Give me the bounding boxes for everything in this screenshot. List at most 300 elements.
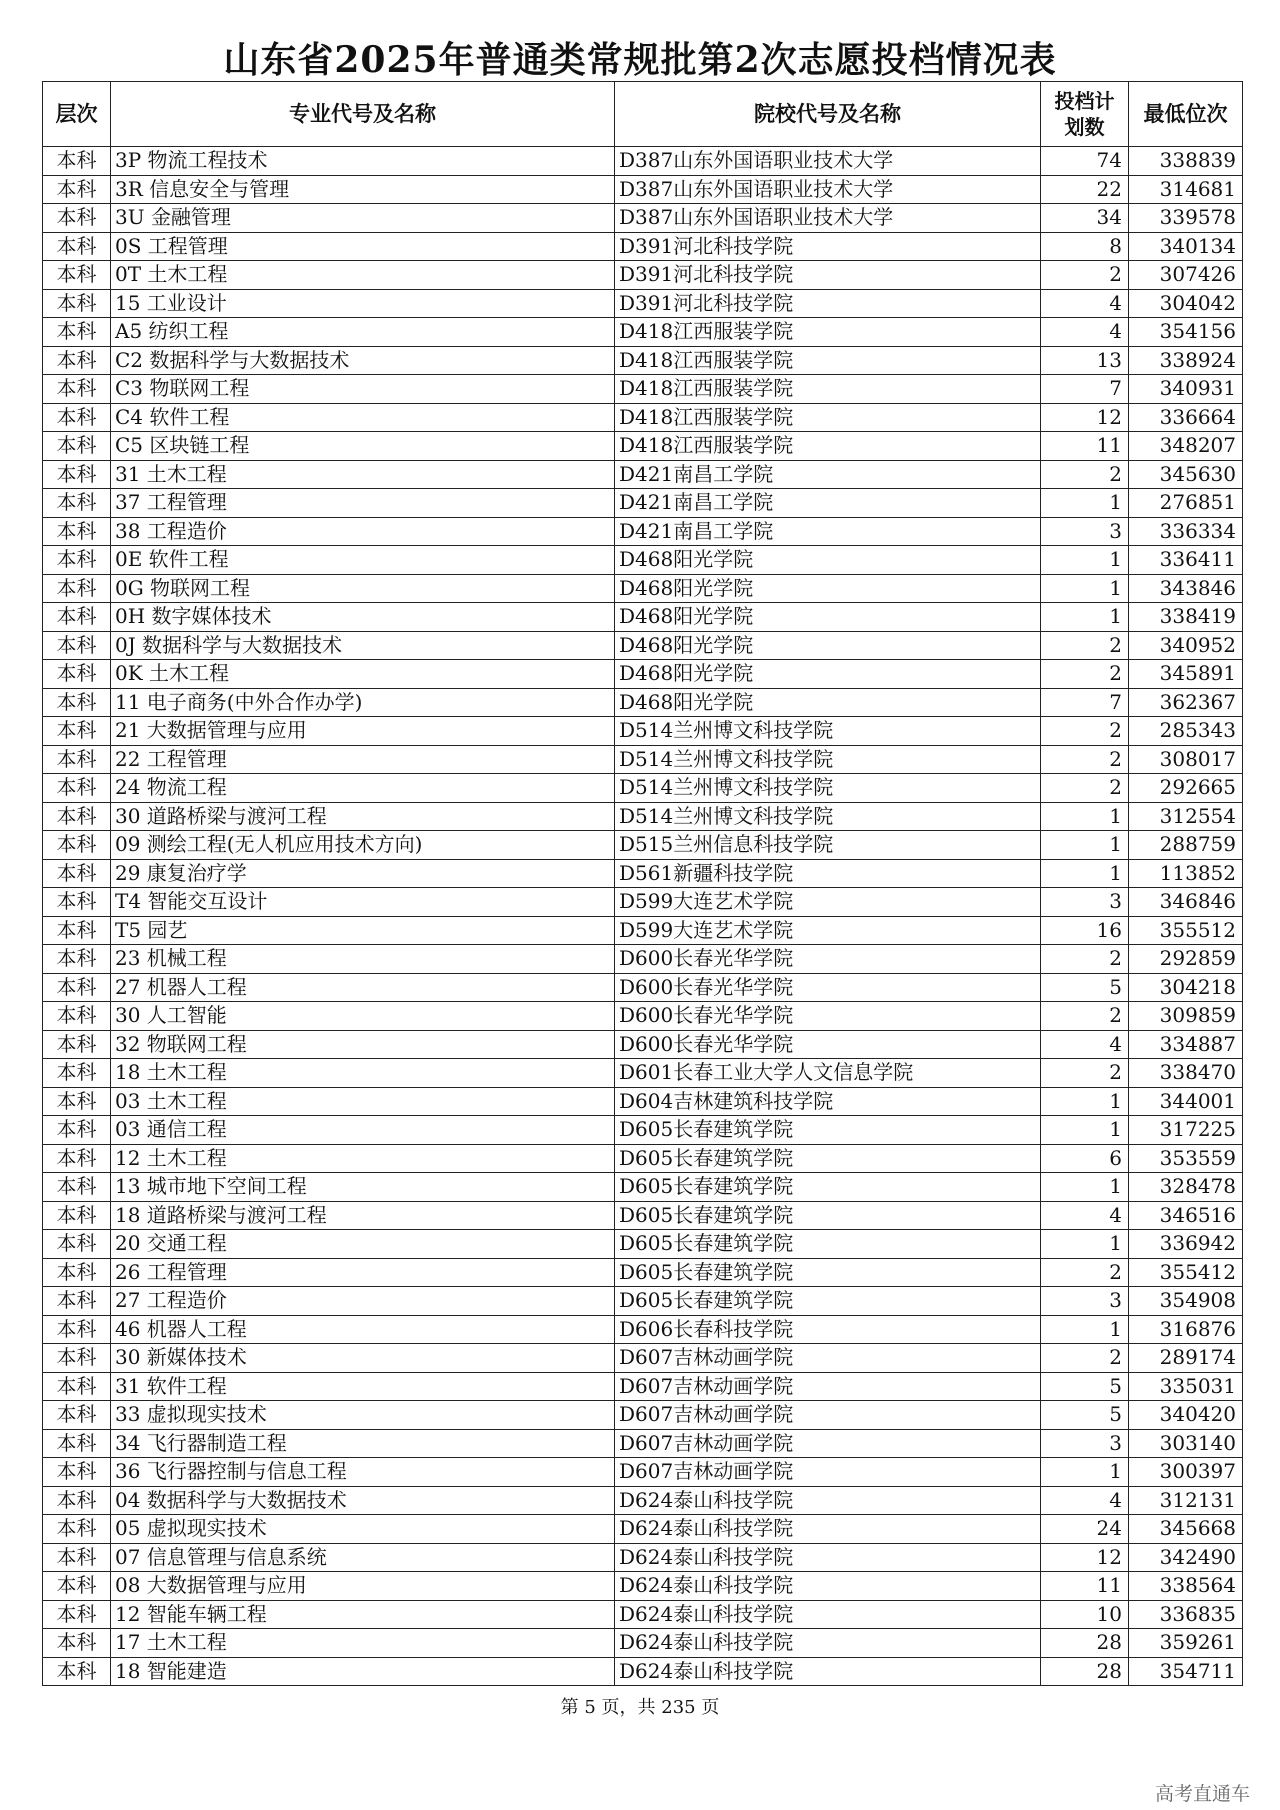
- cell-level: 本科: [43, 1543, 111, 1572]
- cell-major: C2 数据科学与大数据技术: [111, 346, 615, 375]
- cell-level: 本科: [43, 546, 111, 575]
- table-row: [43, 375, 1243, 404]
- cell-plan: 24: [1041, 1515, 1129, 1544]
- cell-rank: 345891: [1129, 660, 1243, 689]
- table-row: [43, 1486, 1243, 1515]
- table-row: [43, 745, 1243, 774]
- cell-school: D624泰山科技学院: [615, 1515, 1041, 1544]
- cell-level: 本科: [43, 1458, 111, 1487]
- cell-level: 本科: [43, 403, 111, 432]
- cell-rank: 348207: [1129, 432, 1243, 461]
- cell-level: 本科: [43, 945, 111, 974]
- cell-rank: 338419: [1129, 603, 1243, 632]
- cell-plan: 12: [1041, 1543, 1129, 1572]
- cell-plan: 4: [1041, 289, 1129, 318]
- table-row: [43, 1173, 1243, 1202]
- cell-major: 0E 软件工程: [111, 546, 615, 575]
- table-row: [43, 261, 1243, 290]
- cell-school: D600长春光华学院: [615, 1030, 1041, 1059]
- cell-major: 32 物联网工程: [111, 1030, 615, 1059]
- table-row: [43, 1144, 1243, 1173]
- cell-major: 05 虚拟现实技术: [111, 1515, 615, 1544]
- cell-plan: 6: [1041, 1144, 1129, 1173]
- cell-school: D514兰州博文科技学院: [615, 717, 1041, 746]
- cell-school: D391河北科技学院: [615, 289, 1041, 318]
- cell-major: A5 纺织工程: [111, 318, 615, 347]
- cell-rank: 285343: [1129, 717, 1243, 746]
- cell-school: D468阳光学院: [615, 603, 1041, 632]
- cell-plan: 1: [1041, 546, 1129, 575]
- cell-school: D387山东外国语职业技术大学: [615, 175, 1041, 204]
- cell-school: D624泰山科技学院: [615, 1486, 1041, 1515]
- cell-major: 30 新媒体技术: [111, 1344, 615, 1373]
- cell-rank: 289174: [1129, 1344, 1243, 1373]
- cell-plan: 12: [1041, 403, 1129, 432]
- cell-major: C3 物联网工程: [111, 375, 615, 404]
- table-row: [43, 631, 1243, 660]
- cell-rank: 308017: [1129, 745, 1243, 774]
- cell-major: 27 工程造价: [111, 1287, 615, 1316]
- cell-level: 本科: [43, 631, 111, 660]
- cell-rank: 316876: [1129, 1315, 1243, 1344]
- cell-level: 本科: [43, 375, 111, 404]
- cell-plan: 2: [1041, 1258, 1129, 1287]
- cell-school: D624泰山科技学院: [615, 1629, 1041, 1658]
- cell-school: D468阳光学院: [615, 688, 1041, 717]
- cell-rank: 309859: [1129, 1002, 1243, 1031]
- cell-plan: 2: [1041, 1002, 1129, 1031]
- header-level: 层次: [43, 82, 111, 147]
- cell-major: 08 大数据管理与应用: [111, 1572, 615, 1601]
- cell-rank: 339578: [1129, 204, 1243, 233]
- cell-plan: 2: [1041, 261, 1129, 290]
- cell-major: 29 康复治疗学: [111, 859, 615, 888]
- cell-school: D421南昌工学院: [615, 489, 1041, 518]
- cell-level: 本科: [43, 1315, 111, 1344]
- cell-level: 本科: [43, 1600, 111, 1629]
- cell-plan: 4: [1041, 318, 1129, 347]
- cell-school: D624泰山科技学院: [615, 1600, 1041, 1629]
- cell-plan: 2: [1041, 745, 1129, 774]
- table-row: [43, 346, 1243, 375]
- cell-plan: 7: [1041, 375, 1129, 404]
- cell-school: D605长春建筑学院: [615, 1230, 1041, 1259]
- cell-rank: 354908: [1129, 1287, 1243, 1316]
- table-row: [43, 1344, 1243, 1373]
- cell-plan: 2: [1041, 631, 1129, 660]
- cell-school: D624泰山科技学院: [615, 1657, 1041, 1686]
- cell-rank: 344001: [1129, 1087, 1243, 1116]
- cell-major: 37 工程管理: [111, 489, 615, 518]
- cell-major: 0H 数字媒体技术: [111, 603, 615, 632]
- cell-rank: 336411: [1129, 546, 1243, 575]
- cell-plan: 1: [1041, 802, 1129, 831]
- cell-school: D600长春光华学院: [615, 1002, 1041, 1031]
- cell-school: D600长春光华学院: [615, 945, 1041, 974]
- cell-rank: 343846: [1129, 574, 1243, 603]
- header-school: 院校代号及名称: [615, 82, 1041, 147]
- cell-rank: 113852: [1129, 859, 1243, 888]
- cell-level: 本科: [43, 1372, 111, 1401]
- cell-rank: 335031: [1129, 1372, 1243, 1401]
- cell-school: D604吉林建筑科技学院: [615, 1087, 1041, 1116]
- header-row: [43, 82, 1243, 147]
- cell-plan: 2: [1041, 1059, 1129, 1088]
- cell-major: 22 工程管理: [111, 745, 615, 774]
- table-row: [43, 603, 1243, 632]
- cell-school: D418江西服装学院: [615, 432, 1041, 461]
- cell-rank: 307426: [1129, 261, 1243, 290]
- cell-level: 本科: [43, 574, 111, 603]
- cell-rank: 353559: [1129, 1144, 1243, 1173]
- table-header: [43, 82, 1243, 147]
- cell-school: D606长春科技学院: [615, 1315, 1041, 1344]
- table-row: [43, 574, 1243, 603]
- cell-school: D391河北科技学院: [615, 232, 1041, 261]
- table-row: [43, 1372, 1243, 1401]
- cell-major: 31 土木工程: [111, 460, 615, 489]
- cell-major: 0K 土木工程: [111, 660, 615, 689]
- cell-level: 本科: [43, 1144, 111, 1173]
- cell-level: 本科: [43, 745, 111, 774]
- cell-school: D624泰山科技学院: [615, 1572, 1041, 1601]
- cell-plan: 1: [1041, 1230, 1129, 1259]
- cell-plan: 13: [1041, 346, 1129, 375]
- cell-major: 04 数据科学与大数据技术: [111, 1486, 615, 1515]
- cell-school: D607吉林动画学院: [615, 1344, 1041, 1373]
- cell-rank: 303140: [1129, 1429, 1243, 1458]
- table-row: [43, 774, 1243, 803]
- cell-school: D624泰山科技学院: [615, 1543, 1041, 1572]
- cell-school: D605长春建筑学院: [615, 1116, 1041, 1145]
- cell-level: 本科: [43, 318, 111, 347]
- cell-plan: 3: [1041, 1287, 1129, 1316]
- cell-major: 0J 数据科学与大数据技术: [111, 631, 615, 660]
- cell-rank: 336664: [1129, 403, 1243, 432]
- cell-level: 本科: [43, 261, 111, 290]
- table-row: [43, 1087, 1243, 1116]
- cell-rank: 336942: [1129, 1230, 1243, 1259]
- cell-plan: 2: [1041, 774, 1129, 803]
- cell-plan: 74: [1041, 147, 1129, 176]
- table-row: [43, 232, 1243, 261]
- cell-school: D607吉林动画学院: [615, 1372, 1041, 1401]
- cell-school: D468阳光学院: [615, 660, 1041, 689]
- cell-major: 36 飞行器控制与信息工程: [111, 1458, 615, 1487]
- cell-major: 0T 土木工程: [111, 261, 615, 290]
- cell-plan: 3: [1041, 888, 1129, 917]
- cell-plan: 1: [1041, 603, 1129, 632]
- table-row: [43, 147, 1243, 176]
- cell-level: 本科: [43, 175, 111, 204]
- cell-rank: 317225: [1129, 1116, 1243, 1145]
- cell-school: D599大连艺术学院: [615, 888, 1041, 917]
- cell-rank: 288759: [1129, 831, 1243, 860]
- cell-major: 3P 物流工程技术: [111, 147, 615, 176]
- table-row: [43, 1543, 1243, 1572]
- table-row: [43, 1458, 1243, 1487]
- cell-school: D421南昌工学院: [615, 517, 1041, 546]
- table-row: [43, 660, 1243, 689]
- cell-level: 本科: [43, 1030, 111, 1059]
- cell-major: 30 人工智能: [111, 1002, 615, 1031]
- table-row: [43, 1116, 1243, 1145]
- table-row: [43, 1515, 1243, 1544]
- cell-school: D605长春建筑学院: [615, 1287, 1041, 1316]
- cell-major: 27 机器人工程: [111, 973, 615, 1002]
- cell-level: 本科: [43, 1629, 111, 1658]
- cell-plan: 3: [1041, 517, 1129, 546]
- table-row: [43, 1030, 1243, 1059]
- table-row: [43, 973, 1243, 1002]
- table-row: [43, 1629, 1243, 1658]
- cell-rank: 338839: [1129, 147, 1243, 176]
- cell-school: D605长春建筑学院: [615, 1201, 1041, 1230]
- cell-rank: 338564: [1129, 1572, 1243, 1601]
- cell-rank: 338470: [1129, 1059, 1243, 1088]
- cell-school: D514兰州博文科技学院: [615, 774, 1041, 803]
- cell-level: 本科: [43, 1344, 111, 1373]
- cell-major: C4 软件工程: [111, 403, 615, 432]
- table-row: [43, 1401, 1243, 1430]
- cell-rank: 340134: [1129, 232, 1243, 261]
- cell-major: 24 物流工程: [111, 774, 615, 803]
- cell-major: T5 园艺: [111, 916, 615, 945]
- cell-major: 26 工程管理: [111, 1258, 615, 1287]
- cell-level: 本科: [43, 859, 111, 888]
- cell-major: 18 道路桥梁与渡河工程: [111, 1201, 615, 1230]
- cell-major: 3R 信息安全与管理: [111, 175, 615, 204]
- table-row: [43, 1201, 1243, 1230]
- cell-school: D561新疆科技学院: [615, 859, 1041, 888]
- cell-school: D605长春建筑学院: [615, 1258, 1041, 1287]
- cell-plan: 22: [1041, 175, 1129, 204]
- cell-school: D391河北科技学院: [615, 261, 1041, 290]
- cell-rank: 354711: [1129, 1657, 1243, 1686]
- cell-school: D418江西服装学院: [615, 375, 1041, 404]
- cell-school: D607吉林动画学院: [615, 1458, 1041, 1487]
- cell-major: 23 机械工程: [111, 945, 615, 974]
- cell-level: 本科: [43, 916, 111, 945]
- cell-plan: 2: [1041, 717, 1129, 746]
- cell-rank: 334887: [1129, 1030, 1243, 1059]
- cell-rank: 314681: [1129, 175, 1243, 204]
- cell-plan: 4: [1041, 1201, 1129, 1230]
- table-row: [43, 460, 1243, 489]
- cell-major: 03 土木工程: [111, 1087, 615, 1116]
- cell-plan: 1: [1041, 1458, 1129, 1487]
- table-row: [43, 1002, 1243, 1031]
- cell-school: D599大连艺术学院: [615, 916, 1041, 945]
- cell-level: 本科: [43, 460, 111, 489]
- cell-plan: 1: [1041, 1173, 1129, 1202]
- cell-rank: 304042: [1129, 289, 1243, 318]
- cell-level: 本科: [43, 802, 111, 831]
- cell-school: D468阳光学院: [615, 631, 1041, 660]
- cell-level: 本科: [43, 1258, 111, 1287]
- cell-rank: 355512: [1129, 916, 1243, 945]
- cell-plan: 28: [1041, 1629, 1129, 1658]
- cell-plan: 5: [1041, 1401, 1129, 1430]
- cell-school: D601长春工业大学人文信息学院: [615, 1059, 1041, 1088]
- cell-plan: 11: [1041, 432, 1129, 461]
- cell-plan: 2: [1041, 945, 1129, 974]
- table-row: [43, 546, 1243, 575]
- cell-plan: 3: [1041, 1429, 1129, 1458]
- cell-level: 本科: [43, 1087, 111, 1116]
- cell-level: 本科: [43, 289, 111, 318]
- cell-major: 20 交通工程: [111, 1230, 615, 1259]
- cell-plan: 10: [1041, 1600, 1129, 1629]
- cell-school: D418江西服装学院: [615, 346, 1041, 375]
- cell-school: D600长春光华学院: [615, 973, 1041, 1002]
- cell-plan: 5: [1041, 1372, 1129, 1401]
- cell-school: D605长春建筑学院: [615, 1144, 1041, 1173]
- cell-school: D514兰州博文科技学院: [615, 802, 1041, 831]
- cell-level: 本科: [43, 973, 111, 1002]
- cell-level: 本科: [43, 1401, 111, 1430]
- page-title: 山东省2025年普通类常规批第2次志愿投档情况表: [223, 39, 1057, 81]
- cell-major: 46 机器人工程: [111, 1315, 615, 1344]
- cell-major: 3U 金融管理: [111, 204, 615, 233]
- cell-rank: 292859: [1129, 945, 1243, 974]
- cell-major: 18 智能建造: [111, 1657, 615, 1686]
- cell-level: 本科: [43, 1059, 111, 1088]
- table-row: [43, 432, 1243, 461]
- cell-plan: 1: [1041, 859, 1129, 888]
- cell-major: 0G 物联网工程: [111, 574, 615, 603]
- cell-plan: 2: [1041, 1344, 1129, 1373]
- cell-level: 本科: [43, 1572, 111, 1601]
- cell-school: D605长春建筑学院: [615, 1173, 1041, 1202]
- cell-level: 本科: [43, 1486, 111, 1515]
- cell-rank: 336835: [1129, 1600, 1243, 1629]
- cell-school: D607吉林动画学院: [615, 1401, 1041, 1430]
- cell-level: 本科: [43, 1116, 111, 1145]
- cell-level: 本科: [43, 774, 111, 803]
- cell-level: 本科: [43, 1230, 111, 1259]
- table-row: [43, 1572, 1243, 1601]
- cell-major: 15 工业设计: [111, 289, 615, 318]
- table-row: [43, 688, 1243, 717]
- cell-level: 本科: [43, 888, 111, 917]
- cell-plan: 7: [1041, 688, 1129, 717]
- admission-table: [42, 81, 1243, 1686]
- table-row: [43, 403, 1243, 432]
- table-row: [43, 289, 1243, 318]
- table-row: [43, 717, 1243, 746]
- cell-major: 38 工程造价: [111, 517, 615, 546]
- watermark: 高考直通车: [1154, 1783, 1250, 1805]
- cell-rank: 346516: [1129, 1201, 1243, 1230]
- cell-rank: 312131: [1129, 1486, 1243, 1515]
- cell-major: 12 土木工程: [111, 1144, 615, 1173]
- table-row: [43, 945, 1243, 974]
- cell-major: 07 信息管理与信息系统: [111, 1543, 615, 1572]
- cell-rank: 312554: [1129, 802, 1243, 831]
- cell-level: 本科: [43, 1515, 111, 1544]
- cell-level: 本科: [43, 489, 111, 518]
- cell-plan: 28: [1041, 1657, 1129, 1686]
- cell-plan: 2: [1041, 660, 1129, 689]
- table-row: [43, 175, 1243, 204]
- cell-major: 03 通信工程: [111, 1116, 615, 1145]
- cell-major: 17 土木工程: [111, 1629, 615, 1658]
- table-row: [43, 1315, 1243, 1344]
- table-body: [43, 147, 1243, 1686]
- cell-school: D387山东外国语职业技术大学: [615, 147, 1041, 176]
- header-plan: 投档计划数: [1041, 82, 1129, 147]
- cell-rank: 338924: [1129, 346, 1243, 375]
- cell-rank: 276851: [1129, 489, 1243, 518]
- table-row: [43, 517, 1243, 546]
- cell-rank: 345630: [1129, 460, 1243, 489]
- cell-school: D418江西服装学院: [615, 403, 1041, 432]
- cell-plan: 11: [1041, 1572, 1129, 1601]
- cell-major: 34 飞行器制造工程: [111, 1429, 615, 1458]
- cell-level: 本科: [43, 517, 111, 546]
- cell-rank: 328478: [1129, 1173, 1243, 1202]
- table-row: [43, 1429, 1243, 1458]
- cell-rank: 359261: [1129, 1629, 1243, 1658]
- cell-school: D468阳光学院: [615, 574, 1041, 603]
- cell-plan: 34: [1041, 204, 1129, 233]
- cell-level: 本科: [43, 831, 111, 860]
- cell-rank: 355412: [1129, 1258, 1243, 1287]
- cell-plan: 1: [1041, 1116, 1129, 1145]
- cell-school: D418江西服装学院: [615, 318, 1041, 347]
- table-row: [43, 1287, 1243, 1316]
- table-row: [43, 489, 1243, 518]
- cell-level: 本科: [43, 1287, 111, 1316]
- cell-rank: 340931: [1129, 375, 1243, 404]
- cell-level: 本科: [43, 717, 111, 746]
- cell-school: D421南昌工学院: [615, 460, 1041, 489]
- cell-major: 31 软件工程: [111, 1372, 615, 1401]
- table-row: [43, 888, 1243, 917]
- table-row: [43, 1600, 1243, 1629]
- cell-major: 33 虚拟现实技术: [111, 1401, 615, 1430]
- table-row: [43, 916, 1243, 945]
- cell-major: 13 城市地下空间工程: [111, 1173, 615, 1202]
- cell-school: D607吉林动画学院: [615, 1429, 1041, 1458]
- page-number: 第 5 页，共 235 页: [560, 1697, 720, 1718]
- cell-plan: 1: [1041, 489, 1129, 518]
- header-rank: 最低位次: [1129, 82, 1243, 147]
- cell-level: 本科: [43, 1002, 111, 1031]
- cell-level: 本科: [43, 603, 111, 632]
- cell-rank: 362367: [1129, 688, 1243, 717]
- cell-plan: 1: [1041, 1087, 1129, 1116]
- cell-rank: 346846: [1129, 888, 1243, 917]
- cell-plan: 8: [1041, 232, 1129, 261]
- cell-school: D468阳光学院: [615, 546, 1041, 575]
- cell-plan: 1: [1041, 1315, 1129, 1344]
- cell-level: 本科: [43, 1657, 111, 1686]
- cell-plan: 16: [1041, 916, 1129, 945]
- cell-school: D515兰州信息科技学院: [615, 831, 1041, 860]
- cell-major: 09 测绘工程(无人机应用技术方向): [111, 831, 615, 860]
- cell-rank: 340420: [1129, 1401, 1243, 1430]
- table-row: [43, 859, 1243, 888]
- cell-rank: 345668: [1129, 1515, 1243, 1544]
- cell-level: 本科: [43, 1173, 111, 1202]
- cell-rank: 340952: [1129, 631, 1243, 660]
- cell-major: 18 土木工程: [111, 1059, 615, 1088]
- cell-level: 本科: [43, 660, 111, 689]
- cell-plan: 5: [1041, 973, 1129, 1002]
- table-row: [43, 318, 1243, 347]
